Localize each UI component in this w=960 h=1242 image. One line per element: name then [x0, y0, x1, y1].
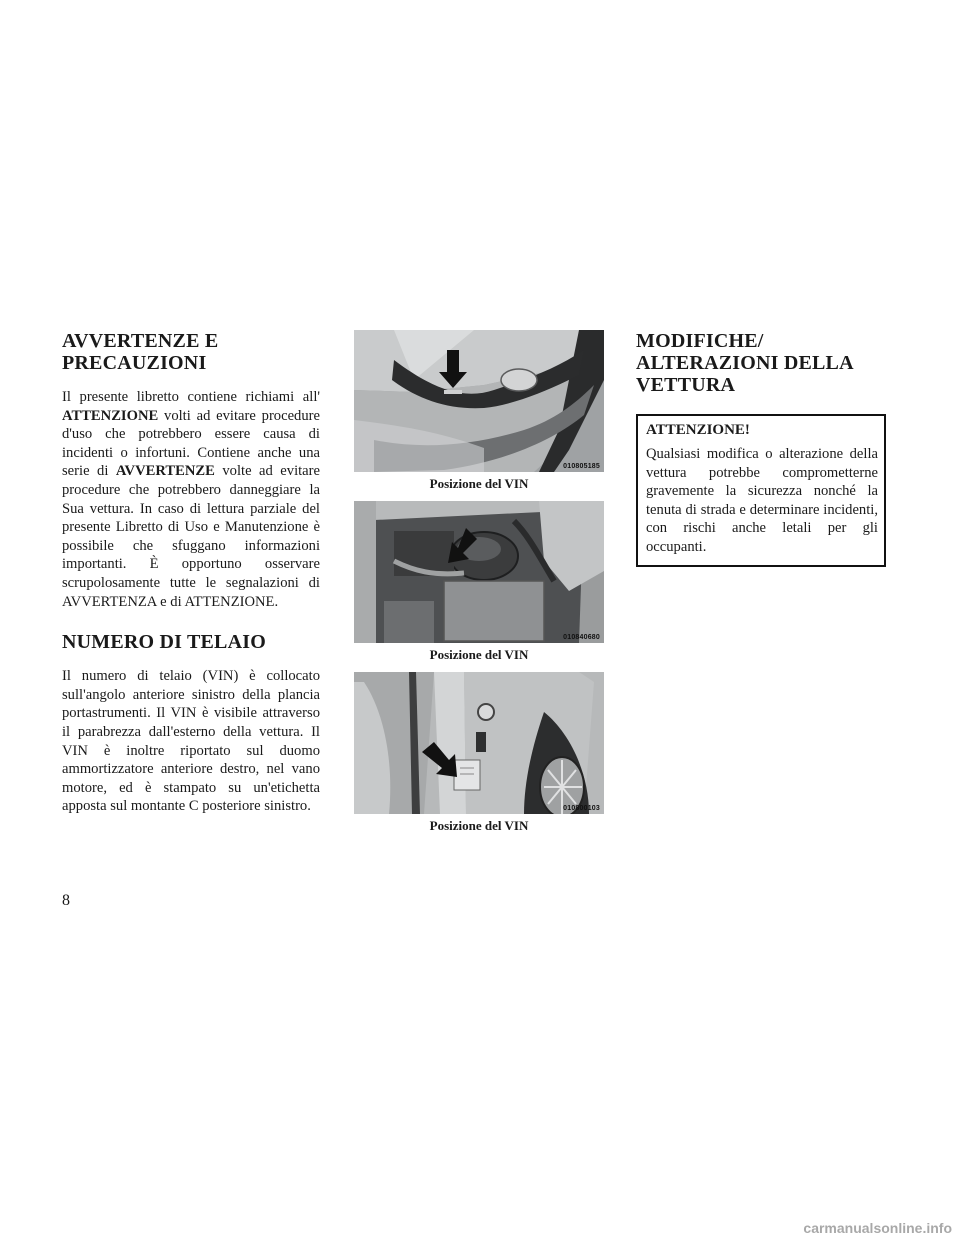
c-pillar-photo-illustration: [354, 672, 604, 814]
right-column: [636, 330, 886, 567]
heading-modifiche: [636, 330, 886, 396]
heading-numero-telaio: NUMERO DI TELAIO: [62, 631, 266, 654]
avvertenze-text-2: volti ad evitare procedure d'uso che potrebbero essere causa di incidenti o infortuni. Contiene anche una serie di: [62, 407, 320, 480]
photo-windshield: [354, 330, 604, 472]
warning-body: Qualsiasi modifica o alterazione della vettura potrebbe comprometterne gravemente la sicurezza nonché la tenuta di strada e determinare incidenti, con rischi anche letali per gli occupanti.: [646, 446, 878, 555]
photo-engine-bay: [354, 501, 604, 643]
avvertenze-text-1: Il presente libretto contiene richiami all': [62, 389, 320, 405]
heading-modifiche-line1: MODIFICHE/: [636, 330, 764, 352]
avvertenze-bold: AVVERTENZE: [115, 463, 215, 480]
attenzione-bold: ATTENZIONE: [62, 407, 159, 424]
figure-vin-engine-bay: [354, 501, 604, 663]
photo-code-2: 010840680: [563, 634, 600, 641]
figures-column: [354, 330, 604, 834]
warning-box: [636, 414, 886, 567]
heading-modifiche-line2: ALTERAZIONI DELLA: [636, 352, 854, 374]
photo-c-pillar: [354, 672, 604, 814]
windshield-photo-illustration: [354, 330, 604, 472]
page-number: 8: [62, 892, 70, 909]
heading-avvertenze: [62, 330, 320, 374]
avvertenze-paragraph: [62, 388, 320, 611]
figure-vin-c-pillar: [354, 672, 604, 834]
warning-title: ATTENZIONE!: [646, 422, 750, 438]
left-column: [62, 330, 320, 816]
heading-modifiche-line3: VETTURA: [636, 374, 736, 396]
watermark-text: carmanualsonline.info: [803, 1220, 952, 1236]
numero-telaio-paragraph: Il numero di telaio (VIN) è collocato sull'angolo anteriore sinistro della plancia portastrumenti. Il VIN è visibile attraverso il parabrezza dall'esterno della vettura. Il VIN è inoltre riportato sul duomo ammortizzatore anteriore destro, nel vano motore, ed è stampato su un'etichetta apposta sul montante C posteriore sinistro.: [62, 668, 320, 815]
figure-caption-2: Posizione del VIN: [429, 647, 529, 662]
figure-vin-windshield: [354, 330, 604, 492]
figure-caption-1: Posizione del VIN: [429, 476, 529, 491]
figure-caption-3: Posizione del VIN: [429, 818, 529, 833]
heading-avvertenze-line1: AVVERTENZE E: [62, 330, 219, 352]
heading-avvertenze-line2: PRECAUZIONI: [62, 352, 207, 374]
photo-code-3: 010800103: [563, 805, 600, 812]
avvertenze-text-3: volte ad evitare procedure che potrebbero danneggiare la Sua vettura. In caso di lettura parziale del presente Libretto di Uso e Manutenzione è possibile che sfuggano informazioni importanti. È opportuno osservare scrupolosamente tutte le segnalazioni di AVVERTENZA e di ATTENZIONE.: [62, 463, 320, 610]
photo-code-1: 010805185: [563, 463, 600, 470]
engine-bay-photo-illustration: [354, 501, 604, 643]
